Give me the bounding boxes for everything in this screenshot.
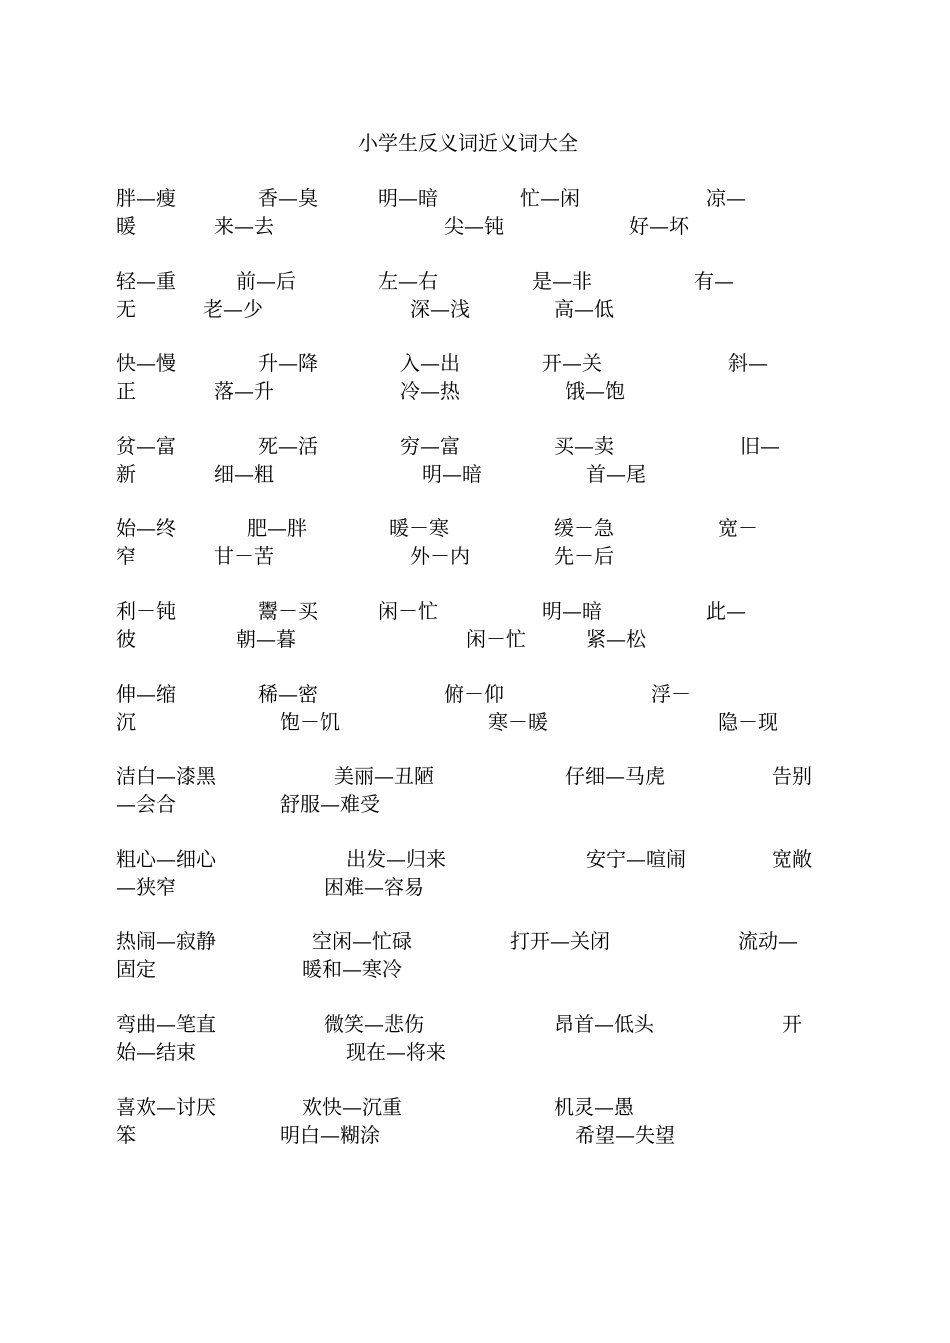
word-pair: 隐－现 xyxy=(718,710,778,734)
word-pair: 昂首—低头 xyxy=(554,1012,654,1036)
word-pair: 外－内 xyxy=(410,544,470,568)
word-pair: 贫—富 xyxy=(116,434,176,458)
word-pair: 升—降 xyxy=(258,351,318,375)
word-pair: 朝—暮 xyxy=(236,627,296,651)
word-pair: 告别 xyxy=(772,764,812,788)
word-pair: 死—活 xyxy=(258,434,318,458)
word-pair: 忙—闲 xyxy=(520,186,580,210)
word-pair: 空闲—忙碌 xyxy=(312,929,412,953)
word-pair: 穷—富 xyxy=(400,434,460,458)
word-pair: 买—卖 xyxy=(554,434,614,458)
word-pair: 落—升 xyxy=(214,379,274,403)
word-pair: 闲－忙 xyxy=(466,627,526,651)
word-pair: 斜— xyxy=(728,351,768,375)
word-pair: 紧—松 xyxy=(586,627,646,651)
word-pair: 困难—容易 xyxy=(324,875,424,899)
word-pair: 暖和—寒冷 xyxy=(302,957,402,981)
word-pair: 缓－急 xyxy=(554,516,614,540)
word-pair: 胖—瘦 xyxy=(116,186,176,210)
word-pair: 此— xyxy=(706,599,746,623)
word-pair: 尖—钝 xyxy=(444,214,504,238)
word-pair: 固定 xyxy=(116,957,156,981)
word-pair: 有— xyxy=(694,269,734,293)
word-pair: 宽－ xyxy=(718,516,758,540)
word-pair: 始—结束 xyxy=(116,1040,196,1064)
word-pair: 宽敞 xyxy=(772,847,812,871)
word-pair: 左—右 xyxy=(378,269,438,293)
word-pair: 凉— xyxy=(706,186,746,210)
word-pair: 轻—重 xyxy=(116,269,176,293)
word-pair: 老—少 xyxy=(203,297,263,321)
word-pair: 洁白—漆黑 xyxy=(116,764,216,788)
word-pair: 正 xyxy=(116,379,136,403)
word-pair: 深—浅 xyxy=(410,297,470,321)
word-pair: 是—非 xyxy=(532,269,592,293)
word-pair: 希望—失望 xyxy=(575,1123,675,1147)
word-pair: 首—尾 xyxy=(586,462,646,486)
word-pair: 流动— xyxy=(738,929,798,953)
word-pair: 甘－苦 xyxy=(214,544,274,568)
word-pair: 仔细—马虎 xyxy=(565,764,665,788)
word-pair: 无 xyxy=(116,297,136,321)
word-pair: 饱－饥 xyxy=(280,710,340,734)
word-pair: 暖 xyxy=(116,214,136,238)
word-pair: 新 xyxy=(116,462,136,486)
word-pair: 开 xyxy=(782,1012,802,1036)
word-pair: 喜欢—讨厌 xyxy=(116,1095,216,1119)
word-pair: 香—臭 xyxy=(258,186,318,210)
word-pair: 闲－忙 xyxy=(378,599,438,623)
word-pair: 冷—热 xyxy=(400,379,460,403)
word-pair: 旧— xyxy=(740,434,780,458)
word-pair: 浮－ xyxy=(651,682,691,706)
word-pair: 入—出 xyxy=(400,351,460,375)
word-pair: —狭窄 xyxy=(116,875,176,899)
word-pair: 粗心—细心 xyxy=(116,847,216,871)
word-pair: 笨 xyxy=(116,1123,136,1147)
word-pair: 弯曲—笔直 xyxy=(116,1012,216,1036)
word-pair: 开—关 xyxy=(542,351,602,375)
word-pair: 美丽—丑陋 xyxy=(334,764,434,788)
word-pair: 饿—饱 xyxy=(565,379,625,403)
word-pair: 热闹—寂静 xyxy=(116,929,216,953)
word-pair: 欢快—沉重 xyxy=(302,1095,402,1119)
word-pair: 明—暗 xyxy=(378,186,438,210)
word-pair: 沉 xyxy=(116,710,136,734)
word-pair: 明—暗 xyxy=(542,599,602,623)
word-pair: 寒－暖 xyxy=(488,710,548,734)
word-pair: 明白—糊涂 xyxy=(280,1123,380,1147)
word-pair: 肥—胖 xyxy=(247,516,307,540)
word-pair: 伸—缩 xyxy=(116,682,176,706)
word-pair: 出发—归来 xyxy=(346,847,446,871)
word-pair: 稀—密 xyxy=(258,682,318,706)
word-pair: 暖－寒 xyxy=(389,516,449,540)
word-pair: 高—低 xyxy=(554,297,614,321)
word-pair: 前—后 xyxy=(236,269,296,293)
word-pair: 好—坏 xyxy=(629,214,689,238)
word-pair: 先－后 xyxy=(554,544,614,568)
word-pair: 始—终 xyxy=(116,516,176,540)
word-pair: 细—粗 xyxy=(214,462,274,486)
word-pair: 俯－仰 xyxy=(444,682,504,706)
word-pair: 快—慢 xyxy=(116,351,176,375)
word-pair: 鬻－买 xyxy=(258,599,318,623)
word-pair: 微笑—悲伤 xyxy=(324,1012,424,1036)
word-pair: 彼 xyxy=(116,627,136,651)
word-pair: 现在—将来 xyxy=(346,1040,446,1064)
word-pair: 窄 xyxy=(116,544,136,568)
document-title: 小学生反义词近义词大全 xyxy=(358,131,578,155)
word-pair: 利－钝 xyxy=(116,599,176,623)
word-pair: 来—去 xyxy=(214,214,274,238)
word-pair: 安宁—喧闹 xyxy=(586,847,686,871)
word-pair: 机灵—愚 xyxy=(554,1095,634,1119)
word-pair: 打开—关闭 xyxy=(510,929,610,953)
word-pair: —会合 xyxy=(116,792,176,816)
word-pair: 明—暗 xyxy=(422,462,482,486)
word-pair: 舒服—难受 xyxy=(280,792,380,816)
